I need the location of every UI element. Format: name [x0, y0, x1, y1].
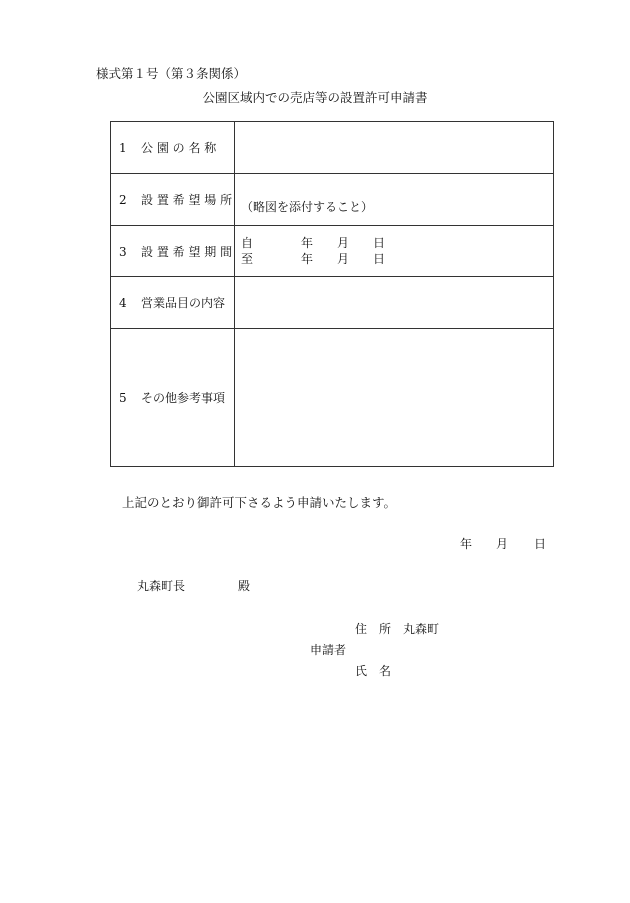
form-number: 様式第１号（第３条関係）: [96, 66, 247, 81]
addressee-name: 丸森町長: [137, 579, 186, 593]
from-label: 自: [241, 236, 254, 250]
row-number: 1: [119, 141, 127, 155]
notes-field[interactable]: [235, 329, 554, 467]
row-label-text: 営業品目の内容: [141, 296, 226, 310]
applicant-label: 申請者: [310, 643, 347, 657]
table-row-notes: [111, 329, 554, 467]
date-month-label: 月: [496, 537, 509, 551]
period-from-line: [241, 235, 553, 251]
date-year-label: 年: [460, 537, 473, 551]
address-line: [355, 620, 439, 637]
year-label: 年: [301, 252, 314, 266]
month-label: 月: [337, 236, 350, 250]
addressee: [137, 577, 250, 594]
address-label: 住 所: [355, 622, 392, 636]
row-label: [111, 226, 235, 277]
day-label: 日: [373, 236, 386, 250]
period-to-line: [241, 251, 553, 267]
row-label: [111, 174, 235, 226]
period-field[interactable]: [235, 226, 554, 277]
sketch-note: （略図を添付すること）: [241, 200, 374, 214]
row-number: 4: [119, 296, 127, 310]
row-label: [111, 329, 235, 467]
day-label: 日: [373, 252, 386, 266]
table-row-location: [111, 174, 554, 226]
application-table: [110, 121, 554, 467]
date-day-label: 日: [534, 537, 547, 551]
row-label: [111, 122, 235, 174]
to-label: 至: [241, 252, 254, 266]
location-field[interactable]: [235, 174, 554, 226]
row-label: [111, 277, 235, 329]
park-name-field[interactable]: [235, 122, 554, 174]
row-number: 3: [119, 244, 127, 259]
addressee-honorific: 殿: [238, 579, 251, 593]
address-value: 丸森町: [403, 622, 440, 636]
row-label-text: 設 置 希 望 場 所: [141, 193, 233, 207]
request-statement: 上記のとおり御許可下さるよう申請いたします。: [122, 495, 397, 510]
month-label: 月: [337, 252, 350, 266]
row-label-text: その他参考事項: [141, 391, 226, 405]
document-title: 公園区域内での売店等の設置許可申請書: [202, 90, 428, 105]
row-number: 2: [119, 193, 127, 207]
row-number: 5: [119, 391, 127, 405]
row-label-text: 設 置 希 望 期 間: [141, 244, 233, 259]
table-row-products: [111, 277, 554, 329]
year-label: 年: [301, 236, 314, 250]
table-row-period: [111, 226, 554, 277]
table-row-park-name: [111, 122, 554, 174]
name-label: 氏 名: [355, 664, 392, 678]
row-label-text: 公 園 の 名 称: [141, 141, 217, 155]
products-field[interactable]: [235, 277, 554, 329]
application-date: [460, 535, 546, 552]
